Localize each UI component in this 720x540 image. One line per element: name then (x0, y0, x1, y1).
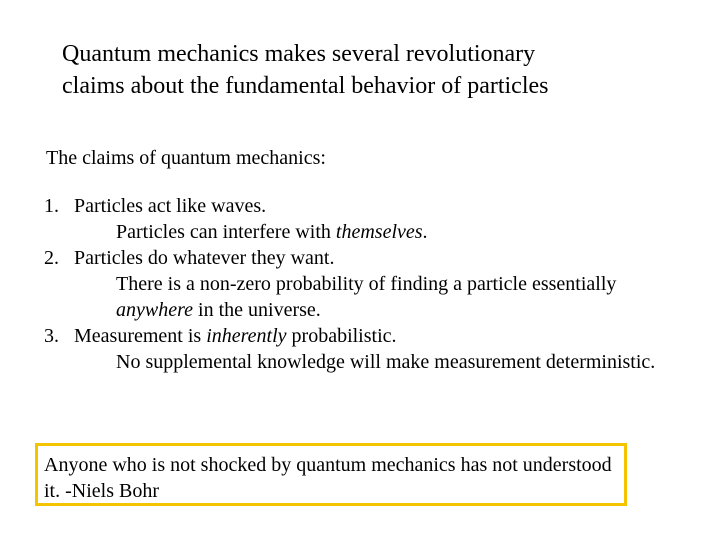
claim-detail-text-end: in the universe. (193, 299, 321, 321)
claim-text: Measurement is (74, 325, 207, 347)
claim-detail-emphasis: anywhere (116, 299, 194, 321)
claim-3-detail: No supplemental knowledge will make measurement deterministic. (116, 351, 656, 373)
claims-list (44, 193, 684, 375)
bohr-quote-box: Anyone who is not shocked by quantum mechanics has not understood it. -Niels Bohr (35, 443, 627, 506)
slide-title-line-1: Quantum mechanics makes several revolutionary (62, 41, 536, 67)
claim-detail-emphasis: themselves (335, 221, 423, 243)
slide-title (62, 38, 702, 102)
claim-1-heading (44, 193, 684, 219)
claim-text: Particles do whatever they want. (74, 247, 335, 269)
claim-text: Particles act like waves. (74, 195, 267, 217)
claim-2-heading (44, 245, 684, 271)
claims-intro: The claims of quantum mechanics: (46, 147, 326, 169)
slide-title-line-2: claims about the fundamental behavior of particles (62, 73, 549, 99)
claim-3-heading (44, 323, 684, 349)
claim-detail-text: Particles can interfere with (116, 221, 336, 243)
claim-item-2 (44, 245, 684, 323)
claim-detail-text-end: . (422, 221, 428, 243)
claim-number: 1. (44, 195, 59, 217)
claim-1-detail (44, 219, 684, 245)
claim-detail-text: There is a non-zero probability of finding a particle essentially (116, 273, 617, 295)
claim-item-1 (44, 193, 684, 245)
claim-2-detail (44, 271, 684, 323)
claim-text-end: probabilistic. (286, 325, 397, 347)
claim-number: 2. (44, 247, 59, 269)
claim-item-3 (44, 323, 684, 375)
claim-text-emphasis: inherently (206, 325, 287, 347)
claim-number: 3. (44, 325, 59, 347)
